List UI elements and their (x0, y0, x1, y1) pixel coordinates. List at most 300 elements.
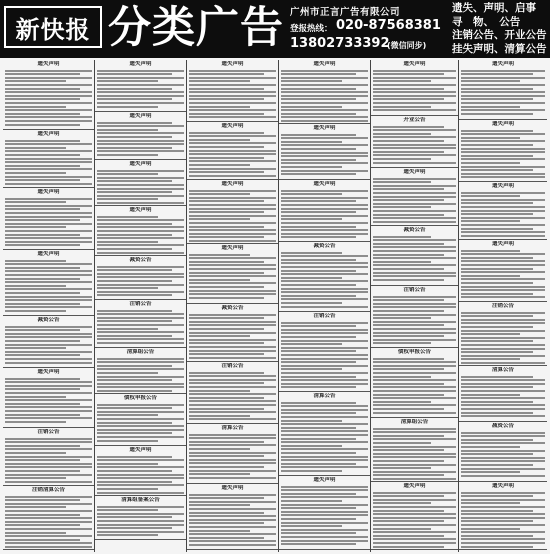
text-line (5, 223, 92, 225)
text-line (97, 80, 158, 82)
text-line (97, 477, 184, 479)
ad-block (459, 302, 547, 366)
ad-block (187, 244, 278, 304)
text-line (373, 438, 456, 440)
text-line (373, 520, 444, 522)
text-line (373, 524, 456, 526)
text-line (373, 268, 444, 270)
ad-block (3, 316, 94, 368)
text-line (373, 474, 444, 476)
text-line (281, 204, 368, 206)
ad-block (371, 168, 458, 226)
text-line (281, 88, 356, 90)
text-line (373, 324, 444, 326)
text-line (461, 312, 545, 314)
text-line (5, 299, 92, 301)
text-line (461, 106, 520, 108)
text-line (461, 98, 533, 100)
text-line (189, 437, 276, 439)
text-line (189, 116, 276, 118)
text-line (461, 397, 545, 399)
text-line (5, 546, 92, 548)
text-line (461, 166, 545, 168)
text-line (5, 510, 92, 512)
text-line (281, 540, 368, 542)
text-line (5, 70, 92, 72)
text-line (461, 271, 545, 273)
text-line (281, 343, 342, 345)
text-line (5, 183, 92, 185)
ad-block (3, 188, 94, 250)
ad-title: 遗失声明 (129, 207, 152, 213)
text-line (97, 280, 172, 282)
text-line (189, 346, 276, 348)
text-line (373, 95, 456, 97)
text-line (461, 155, 533, 157)
ad-block (3, 130, 94, 188)
text-line (373, 339, 456, 341)
text-line (5, 102, 92, 104)
text-line (5, 230, 92, 232)
ad-block (371, 226, 458, 286)
text-line (281, 361, 356, 363)
ad-title: 注销公告 (313, 313, 336, 319)
ad-body-text (461, 130, 545, 179)
text-line (5, 448, 92, 450)
text-line (97, 527, 172, 529)
text-line (461, 202, 533, 204)
text-line (281, 409, 368, 411)
company-name: 广州市正言广告有限公司 (290, 7, 401, 18)
text-line (5, 329, 80, 331)
text-line (461, 446, 520, 448)
text-line (97, 368, 184, 370)
text-line (97, 136, 172, 138)
text-line (373, 314, 456, 316)
text-line (97, 463, 158, 465)
text-line (189, 379, 276, 381)
text-line (5, 499, 80, 501)
text-line (97, 147, 172, 149)
text-line (373, 88, 444, 90)
text-line (461, 84, 545, 86)
ad-block (187, 180, 278, 244)
text-line (373, 446, 456, 448)
text-line (97, 436, 184, 438)
text-line (281, 466, 368, 468)
text-line (373, 279, 444, 281)
text-line (373, 358, 444, 360)
text-line (5, 351, 92, 353)
text-line (281, 236, 356, 238)
text-line (281, 162, 368, 164)
text-line (5, 158, 92, 160)
text-line (281, 420, 342, 422)
text-line (281, 77, 368, 79)
text-line (281, 84, 368, 86)
text-line (5, 438, 92, 440)
text-line (373, 214, 444, 216)
text-line (461, 217, 545, 219)
phone-mobile: 13802733392 (290, 36, 390, 51)
text-line (373, 181, 431, 183)
text-line (281, 525, 342, 527)
text-line (97, 91, 184, 93)
text-line (281, 507, 356, 509)
text-line (97, 324, 184, 326)
ad-body-text (97, 310, 184, 344)
text-line (461, 224, 545, 226)
text-line (5, 354, 80, 356)
text-line (189, 73, 264, 75)
text-line (373, 408, 444, 410)
text-line (461, 471, 520, 473)
text-line (5, 179, 80, 181)
text-line (189, 98, 264, 100)
text-line (373, 196, 456, 198)
text-line (189, 339, 276, 341)
text-line (461, 531, 545, 533)
text-line (461, 250, 520, 252)
ad-body-text (5, 260, 92, 312)
text-line (97, 331, 184, 333)
text-line (189, 218, 250, 220)
ad-block (279, 312, 370, 392)
text-line (189, 375, 276, 377)
text-line (461, 315, 533, 317)
text-line (97, 252, 184, 254)
ad-title: 注销清算公告 (31, 487, 65, 493)
ad-body-text (461, 376, 545, 418)
text-line (189, 146, 264, 148)
text-line (281, 365, 368, 367)
text-line (281, 470, 342, 472)
text-line (189, 109, 276, 111)
text-line (373, 467, 431, 469)
ad-body-text (373, 492, 456, 548)
text-line (461, 379, 545, 381)
text-line (281, 270, 356, 272)
text-line (281, 134, 356, 136)
text-line (461, 362, 545, 364)
text-line (97, 188, 184, 190)
text-line (5, 466, 92, 468)
text-line (189, 411, 276, 413)
text-line (5, 503, 92, 505)
category-line: 注销公告、开业公告 (452, 29, 547, 41)
text-line (189, 357, 276, 359)
ad-body-text (189, 254, 276, 299)
text-line (373, 264, 456, 266)
ad-title: 遗失声明 (313, 181, 336, 187)
ad-title: 遗失声明 (37, 369, 60, 375)
text-line (281, 350, 356, 352)
text-line (97, 177, 184, 179)
text-line (281, 295, 356, 297)
text-line (373, 250, 456, 252)
text-line (373, 98, 444, 100)
text-line (281, 427, 356, 429)
text-line (189, 522, 264, 524)
text-line (5, 288, 92, 290)
text-line (461, 415, 545, 417)
ad-body-text (5, 326, 92, 364)
text-line (281, 226, 356, 228)
text-line (189, 386, 276, 388)
phone-main: 020-87568381 (336, 18, 441, 33)
text-line (461, 210, 545, 212)
ad-title: 减资公告 (491, 423, 514, 429)
ad-title: 遗失声明 (313, 125, 336, 131)
text-line (189, 204, 276, 206)
text-line (373, 376, 431, 378)
text-line (97, 509, 158, 511)
text-line (97, 383, 184, 385)
text-line (5, 241, 92, 243)
ad-body-text (189, 314, 276, 359)
text-line (281, 438, 356, 440)
text-line (5, 396, 66, 398)
text-line (281, 211, 356, 213)
text-line (97, 84, 184, 86)
text-line (373, 275, 456, 277)
text-line (5, 303, 80, 305)
text-line (189, 286, 264, 288)
text-line (5, 244, 80, 246)
text-line (5, 226, 66, 228)
ad-body-text (189, 190, 276, 242)
text-line (373, 390, 456, 392)
text-line (373, 460, 444, 462)
text-line (373, 394, 444, 396)
text-line (5, 147, 66, 149)
ad-title: 遗失声明 (491, 121, 514, 127)
text-line (373, 538, 456, 540)
text-line (373, 296, 456, 298)
text-line (97, 241, 158, 243)
text-line (461, 492, 545, 494)
text-line (5, 140, 80, 142)
ad-block (459, 60, 547, 120)
text-line (373, 261, 431, 263)
text-line (189, 211, 264, 213)
ad-body-text (461, 312, 545, 364)
text-line (97, 390, 172, 392)
ad-title: 债权申报公告 (123, 395, 157, 401)
text-line (189, 88, 264, 90)
ad-body-text (461, 492, 545, 548)
text-line (281, 137, 368, 139)
text-line (461, 457, 545, 459)
text-line (97, 516, 172, 518)
ad-block (95, 446, 186, 496)
text-line (5, 539, 80, 541)
section-title: 分类广告 (108, 3, 284, 53)
text-line (5, 381, 92, 383)
text-line (281, 412, 356, 414)
ad-body-text (373, 126, 456, 164)
ad-title: 注销公告 (129, 301, 152, 307)
text-line (373, 188, 444, 190)
text-line (189, 84, 276, 86)
ad-body-text (189, 372, 276, 421)
ad-title: 遗失声明 (491, 483, 514, 489)
text-line (5, 150, 92, 152)
text-line (281, 208, 368, 210)
text-line (189, 321, 276, 323)
text-line (97, 223, 172, 225)
text-line (5, 270, 92, 272)
text-line (189, 236, 264, 238)
ad-title: 遗失声明 (491, 183, 514, 189)
text-line (189, 77, 276, 79)
ad-body-text (189, 70, 276, 119)
text-line (373, 303, 456, 305)
text-line (461, 475, 545, 477)
ad-column-3 (187, 60, 279, 552)
text-line (97, 440, 158, 442)
ad-block (279, 124, 370, 180)
ad-title: 清算组备案公告 (121, 497, 160, 503)
ad-body-text (97, 216, 184, 254)
text-line (189, 444, 276, 446)
ad-block (459, 482, 547, 550)
text-line (281, 255, 368, 257)
text-line (281, 493, 356, 495)
text-line (97, 98, 172, 100)
text-line (461, 195, 520, 197)
ad-block (95, 394, 186, 446)
text-line (97, 170, 184, 172)
text-line (461, 169, 533, 171)
text-line (97, 202, 184, 204)
ad-body-text (189, 132, 276, 177)
text-line (97, 226, 184, 228)
ad-title: 遗失声明 (221, 245, 244, 251)
text-line (461, 386, 533, 388)
ad-body-text (373, 358, 456, 414)
text-line (281, 288, 368, 290)
text-line (189, 157, 264, 159)
text-line (97, 154, 158, 156)
text-line (461, 192, 545, 194)
text-line (97, 379, 172, 381)
ad-block (459, 366, 547, 422)
text-line (5, 176, 92, 178)
text-line (373, 321, 456, 323)
text-line (461, 435, 545, 437)
ad-body-text (5, 70, 92, 126)
ad-categories (452, 2, 548, 56)
text-line (373, 106, 431, 108)
text-line (5, 219, 80, 221)
text-line (281, 302, 342, 304)
ad-body-text (281, 322, 368, 389)
text-line (189, 335, 250, 337)
text-line (97, 284, 184, 286)
text-line (281, 222, 368, 224)
text-line (281, 170, 368, 172)
text-line (281, 504, 368, 506)
text-line (5, 201, 66, 203)
text-line (373, 126, 444, 128)
text-line (97, 432, 172, 434)
text-line (5, 506, 66, 508)
text-line (189, 466, 264, 468)
ad-body-text (281, 190, 368, 239)
text-line (373, 299, 444, 301)
text-line (189, 171, 264, 173)
text-line (461, 162, 520, 164)
newspaper-logo (4, 6, 102, 48)
text-line (373, 243, 444, 245)
text-line (461, 137, 520, 139)
text-line (373, 531, 456, 533)
ad-block (95, 348, 186, 394)
text-line (97, 407, 172, 409)
text-line (281, 109, 368, 111)
ad-block (279, 180, 370, 242)
text-line (97, 492, 184, 494)
text-line (281, 532, 356, 534)
text-line (97, 122, 172, 124)
text-line (281, 514, 368, 516)
ad-title: 减资公告 (403, 227, 426, 233)
text-line (5, 73, 80, 75)
text-line (189, 353, 264, 355)
text-line (373, 162, 456, 164)
ad-title: 清算组公告 (126, 349, 155, 355)
text-line (461, 442, 545, 444)
ad-title: 注销公告 (221, 363, 244, 369)
text-line (373, 502, 431, 504)
text-line (5, 278, 80, 280)
text-line (97, 422, 172, 424)
text-line (97, 484, 184, 486)
text-line (373, 517, 456, 519)
text-line (461, 282, 533, 284)
text-line (5, 421, 66, 423)
text-line (97, 513, 184, 515)
ad-title: 遗失声明 (491, 241, 514, 247)
category-line: 遗失、声明、启事 (452, 2, 536, 14)
ad-title: 注销公告 (37, 429, 60, 435)
ad-title: 遗失声明 (129, 61, 152, 67)
text-line (281, 347, 368, 349)
text-line (373, 383, 444, 385)
ad-block (95, 160, 186, 206)
text-line (281, 368, 342, 370)
ad-body-text (189, 494, 276, 546)
text-line (189, 400, 276, 402)
ad-block (459, 240, 547, 302)
text-line (97, 184, 184, 186)
text-line (461, 109, 545, 111)
ad-block (3, 486, 94, 550)
text-line (373, 151, 444, 153)
text-line (281, 445, 342, 447)
ad-body-text (97, 506, 184, 537)
text-line (5, 496, 92, 498)
text-line (281, 73, 356, 75)
text-line (461, 88, 533, 90)
text-line (5, 347, 66, 349)
ad-title: 遗失声明 (37, 61, 60, 67)
text-line (281, 266, 368, 268)
text-line (281, 543, 356, 545)
text-line (5, 216, 92, 218)
text-line (189, 537, 264, 539)
